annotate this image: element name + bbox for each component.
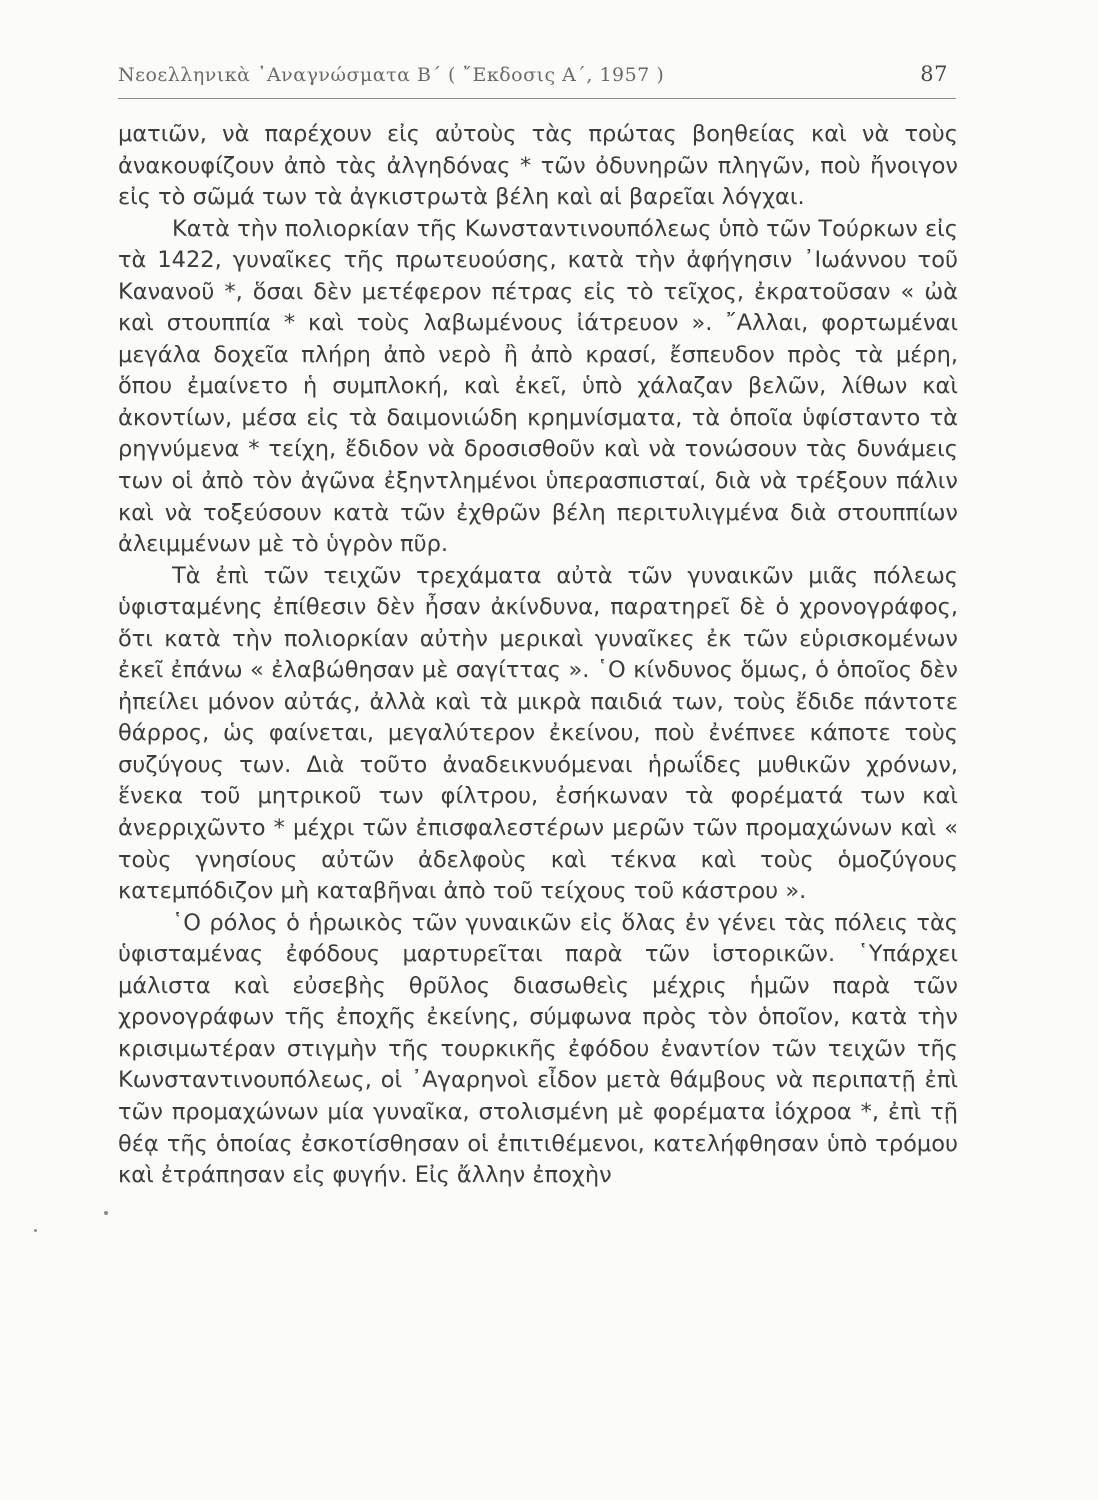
paragraph-4: ῾Ο ρόλος ὁ ἡρωικὸς τῶν γυναικῶν εἰς ὅλας ἐν γένει τὰς πόλεις τὰς ὑφισταμένας ἐφόδους μαρτυρεῖται παρὰ τῶν ἱστορικῶν. ῾Υπάρχει μάλιστα καὶ εὐσεβὴς θρῦλος διασωθεὶς μέχρις ἡμῶν παρὰ τῶν χρονογράφων τῆς ἐποχῆς ἐκείνης, σύμφωνα πρὸς τὸν ὁποῖον, κατὰ τὴν κρισιμωτέραν στιγμὴν τῆς τουρκικῆς ἐφόδου ἐναντίον τῶν τειχῶν τῆς Κωνσταντινουπόλεως, οἱ ᾿Αγαρηνοὶ εἶδον μετὰ θάμβους νὰ περιπατῇ ἐπὶ τῶν προμαχώνων μία γυναῖκα, στολισμένη μὲ φορέματα ἰόχροα *, ἐπὶ τῇ θέᾳ τῆς ὁποίας ἐσκοτίσθησαν οἱ ἐπιτιθέμενοι, κατελήφθησαν ὑπὸ τρόμου καὶ ἐτράπησαν εἰς φυγήν. Εἰς ἄλλην ἐποχὴν [118,909,958,1189]
header-rule [118,98,956,99]
paragraph-3: Τὰ ἐπὶ τῶν τειχῶν τρεχάματα αὐτὰ τῶν γυναικῶν μιᾶς πόλεως ὑφισταμένης ἐπίθεσιν δὲν ἦσαν ἀκίνδυνα, παρατηρεῖ δὲ ὁ χρονογράφος, ὅτι κατὰ τὴν πολιορκίαν αὐτὴν μερικαὶ γυναῖκες ἐκ τῶν εὑρισκομένων ἐκεῖ ἐπάνω « ἐλαβώθησαν μὲ σαγίττας ». ῾Ο κίνδυνος ὅμως, ὁ ὁποῖος δὲν ἠπείλει μόνον αὐτάς, ἀλλὰ καὶ τὰ μικρὰ παιδιά των, τοὺς ἔδιδε πάντοτε θάρρος, ὡς φαίνεται, μεγαλύτερον ἐκείνου, ποὺ ἐνέπνεε κάποτε τοὺς συζύγους των. Διὰ τοῦτο ἀναδεικνυόμεναι ἡρωΐδες μυθικῶν χρόνων, ἕνεκα τοῦ μητρικοῦ των φίλτρου, ἐσήκωναν τὰ φορέματά των καὶ ἀνερριχῶντο * μέχρι τῶν ἐπισφαλεστέρων μερῶν τῶν προμαχώνων καὶ « τοὺς γνησίους αὐτῶν ἀδελφοὺς καὶ τέκνα καὶ τοὺς ὁμοζύγους κατεμπόδιζον μὴ καταβῆναι ἀπὸ τοῦ τείχους τοῦ κάστρου ». [118,562,958,905]
paragraph-1: ματιῶν, νὰ παρέχουν εἰς αὐτοὺς τὰς πρώτας βοηθείας καὶ νὰ τοὺς ἀνακουφίζουν ἀπὸ τὰς ἀλγηδόνας * τῶν ὀδυνηρῶν πληγῶν, ποὺ ἤνοιγον εἰς τὸ σῶμά των τὰ ἀγκιστρωτὰ βέλη καὶ αἱ βαρεῖαι λόγχαι. [118,121,958,211]
paragraph-2: Κατὰ τὴν πολιορκίαν τῆς Κωνσταντινουπόλεως ὑπὸ τῶν Τούρκων εἰς τὰ 1422, γυναῖκες τῆς πρωτευούσης, κατὰ τὴν ἀφήγησιν ᾿Ιωάννου τοῦ Κανανοῦ *, ὅσαι δὲν μετέφερον πέτρας εἰς τὸ τεῖχος, ἐκρατοῦσαν « ὠὰ καὶ στουππία * καὶ τοὺς λαβωμένους ἰάτρευον ». ῎Αλλαι, φορτωμέναι μεγάλα δοχεῖα πλήρη ἀπὸ νερὸ ἢ ἀπὸ κρασί, ἔσπευδον πρὸς τὰ μέρη, ὅπου ἐμαίνετο ἡ συμπλοκή, καὶ ἐκεῖ, ὑπὸ χάλαζαν βελῶν, λίθων καὶ ἀκοντίων, μέσα εἰς τὰ δαιμονιώδη κρημνίσματα, τὰ ὁποῖα ὑφίσταντο τὰ ρηγνύμενα * τείχη, ἔδιδον νὰ δροσισθοῦν καὶ νὰ τονώσουν τὰς δυνάμεις των οἱ ἀπὸ τὸν ἀγῶνα ἐξηντλημένοι ὑπερασπισταί, διὰ νὰ τρέξουν πάλιν καὶ νὰ τοξεύσουν κατὰ τῶν ἐχθρῶν βέλη περιτυλιγμένα διὰ στουππίων ἀλειμμένων μὲ τὸ ὑγρὸν πῦρ. [118,215,958,558]
page-number: 87 [920,62,948,86]
margin-speck [104,1211,108,1215]
running-title: Νεοελληνικὰ ᾿Αναγνώσματα Β΄ ( ῎Εκδοσις Α΄, 1957 ) [118,64,665,86]
margin-speck [34,1229,37,1232]
running-head [118,64,960,94]
body-text [118,119,958,1192]
